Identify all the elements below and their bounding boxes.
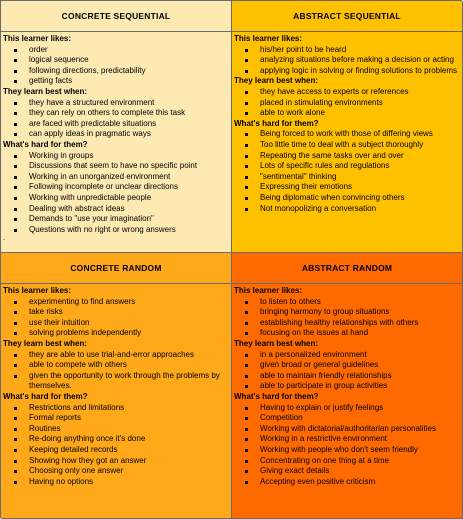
list-item: Working in a restrictive environment — [234, 434, 460, 445]
list-item: Working with people who don't seem friendly — [234, 445, 460, 456]
concrete-sequential-cell — [1, 1, 232, 253]
trailing-period: . — [3, 233, 6, 243]
likes-list — [3, 45, 229, 87]
list-item: Choosing only one answer — [3, 466, 229, 477]
list-item: Having to explain or justify feelings — [234, 403, 460, 414]
list-item: Having no options — [3, 477, 229, 488]
hard-list — [3, 151, 229, 236]
hard-heading: What's hard for them? — [3, 391, 88, 401]
likes-heading: This learner likes: — [234, 34, 303, 43]
list-item: in a personalized environment — [234, 350, 460, 361]
hard-heading: What's hard for them? — [234, 391, 319, 401]
list-item: Working in groups — [3, 151, 229, 162]
list-item: Working with dictatorial/authoritarian personalities — [234, 424, 460, 435]
list-item: solving problems independently — [3, 328, 229, 339]
learn-best-heading: They learn best when: — [234, 338, 319, 348]
likes-heading: This learner likes: — [3, 34, 72, 43]
list-item: getting facts — [3, 76, 229, 87]
list-item: they are able to use trial-and-error approaches — [3, 350, 229, 361]
list-item: Restrictions and limitations — [3, 403, 229, 414]
list-item: can apply ideas in pragmatic ways — [3, 129, 229, 140]
list-item: Being forced to work with those of differing views — [234, 129, 460, 140]
learn-best-heading: They learn best when: — [3, 338, 88, 348]
list-item: focusing on the issues at hand — [234, 328, 460, 339]
learn-best-list — [234, 87, 460, 119]
list-item: able to maintain friendly relationships — [234, 371, 460, 382]
list-item: Keeping detailed records — [3, 445, 229, 456]
list-item: logical sequence — [3, 55, 229, 66]
list-item: they can rely on others to complete this task — [3, 108, 229, 119]
list-item: able to work alone — [234, 108, 460, 119]
list-item: "sentimental" thinking — [234, 172, 460, 183]
likes-list — [234, 45, 460, 77]
hard-heading: What's hard for them? — [3, 139, 88, 149]
abstract-random-cell — [232, 253, 463, 519]
hard-list — [3, 403, 229, 488]
abstract-sequential-cell — [232, 1, 463, 253]
list-item: use their intuition — [3, 318, 229, 329]
abstract-random-title: ABSTRACT RANDOM — [232, 253, 462, 284]
likes-heading: This learner likes: — [234, 286, 303, 295]
list-item: Too little time to deal with a subject thoroughly — [234, 140, 460, 151]
concrete-random-cell — [1, 253, 232, 519]
list-item: Showing how they got an answer — [3, 456, 229, 467]
list-item: Not monopolizing a conversation — [234, 204, 460, 215]
list-item: experimenting to find answers — [3, 297, 229, 308]
list-item: given broad or general guidelines — [234, 360, 460, 371]
list-item: given the opportunity to work through the problems by themselves. — [3, 371, 229, 392]
list-item: Questions with no right or wrong answers — [3, 225, 229, 236]
list-item: placed in stimulating environments — [234, 98, 460, 109]
list-item: Working with unpredictable people — [3, 193, 229, 204]
learn-best-list — [3, 350, 229, 392]
list-item: bringing harmony to group situations — [234, 307, 460, 318]
list-item: to listen to others — [234, 297, 460, 308]
list-item: they have access to experts or references — [234, 87, 460, 98]
likes-heading: This learner likes: — [3, 286, 72, 295]
list-item: Re-doing anything once it's done — [3, 434, 229, 445]
likes-list — [234, 297, 460, 339]
list-item: able to participate in group activities — [234, 381, 460, 392]
list-item: Dealing with abstract ideas — [3, 204, 229, 215]
list-item: following directions, predictability — [3, 66, 229, 77]
list-item: Following incomplete or unclear directions — [3, 182, 229, 193]
list-item: Concentrating on one thing at a time — [234, 456, 460, 467]
list-item: his/her point to be heard — [234, 45, 460, 56]
list-item: Discussions that seem to have no specific point — [3, 161, 229, 172]
list-item: Competition — [234, 413, 460, 424]
list-item: Repeating the same tasks over and over — [234, 151, 460, 162]
likes-list — [3, 297, 229, 339]
concrete-random-title: CONCRETE RANDOM — [1, 253, 231, 284]
hard-list — [234, 403, 460, 488]
list-item: Being diplomatic when convincing others — [234, 193, 460, 204]
hard-heading: What's hard for them? — [234, 118, 319, 128]
list-item: Demands to "use your imagination" — [3, 214, 229, 225]
list-item: take risks — [3, 307, 229, 318]
list-item: Formal reports — [3, 413, 229, 424]
list-item: establishing healthy relationships with others — [234, 318, 460, 329]
abstract-sequential-title: ABSTRACT SEQUENTIAL — [232, 1, 462, 32]
list-item: able to compete with others — [3, 360, 229, 371]
list-item: Working in an unorganized environment — [3, 172, 229, 183]
list-item: Lots of specific rules and regulations — [234, 161, 460, 172]
learn-best-list — [234, 350, 460, 392]
concrete-sequential-title: CONCRETE SEQUENTIAL — [1, 1, 231, 32]
learn-best-heading: They learn best when: — [234, 76, 319, 86]
learn-best-heading: They learn best when: — [3, 86, 88, 96]
learn-best-list — [3, 98, 229, 140]
list-item: applying logic in solving or finding solutions to problems — [234, 66, 460, 77]
hard-list — [234, 129, 460, 214]
list-item: they have a structured environment — [3, 98, 229, 109]
list-item: are faced with predictable situations — [3, 119, 229, 130]
list-item: Expressing their emotions — [234, 182, 460, 193]
list-item: analyzing situations before making a decision or acting — [234, 55, 460, 66]
list-item: Routines — [3, 424, 229, 435]
list-item: Accepting even positive criticism — [234, 477, 460, 488]
list-item: order — [3, 45, 229, 56]
list-item: Giving exact details — [234, 466, 460, 477]
